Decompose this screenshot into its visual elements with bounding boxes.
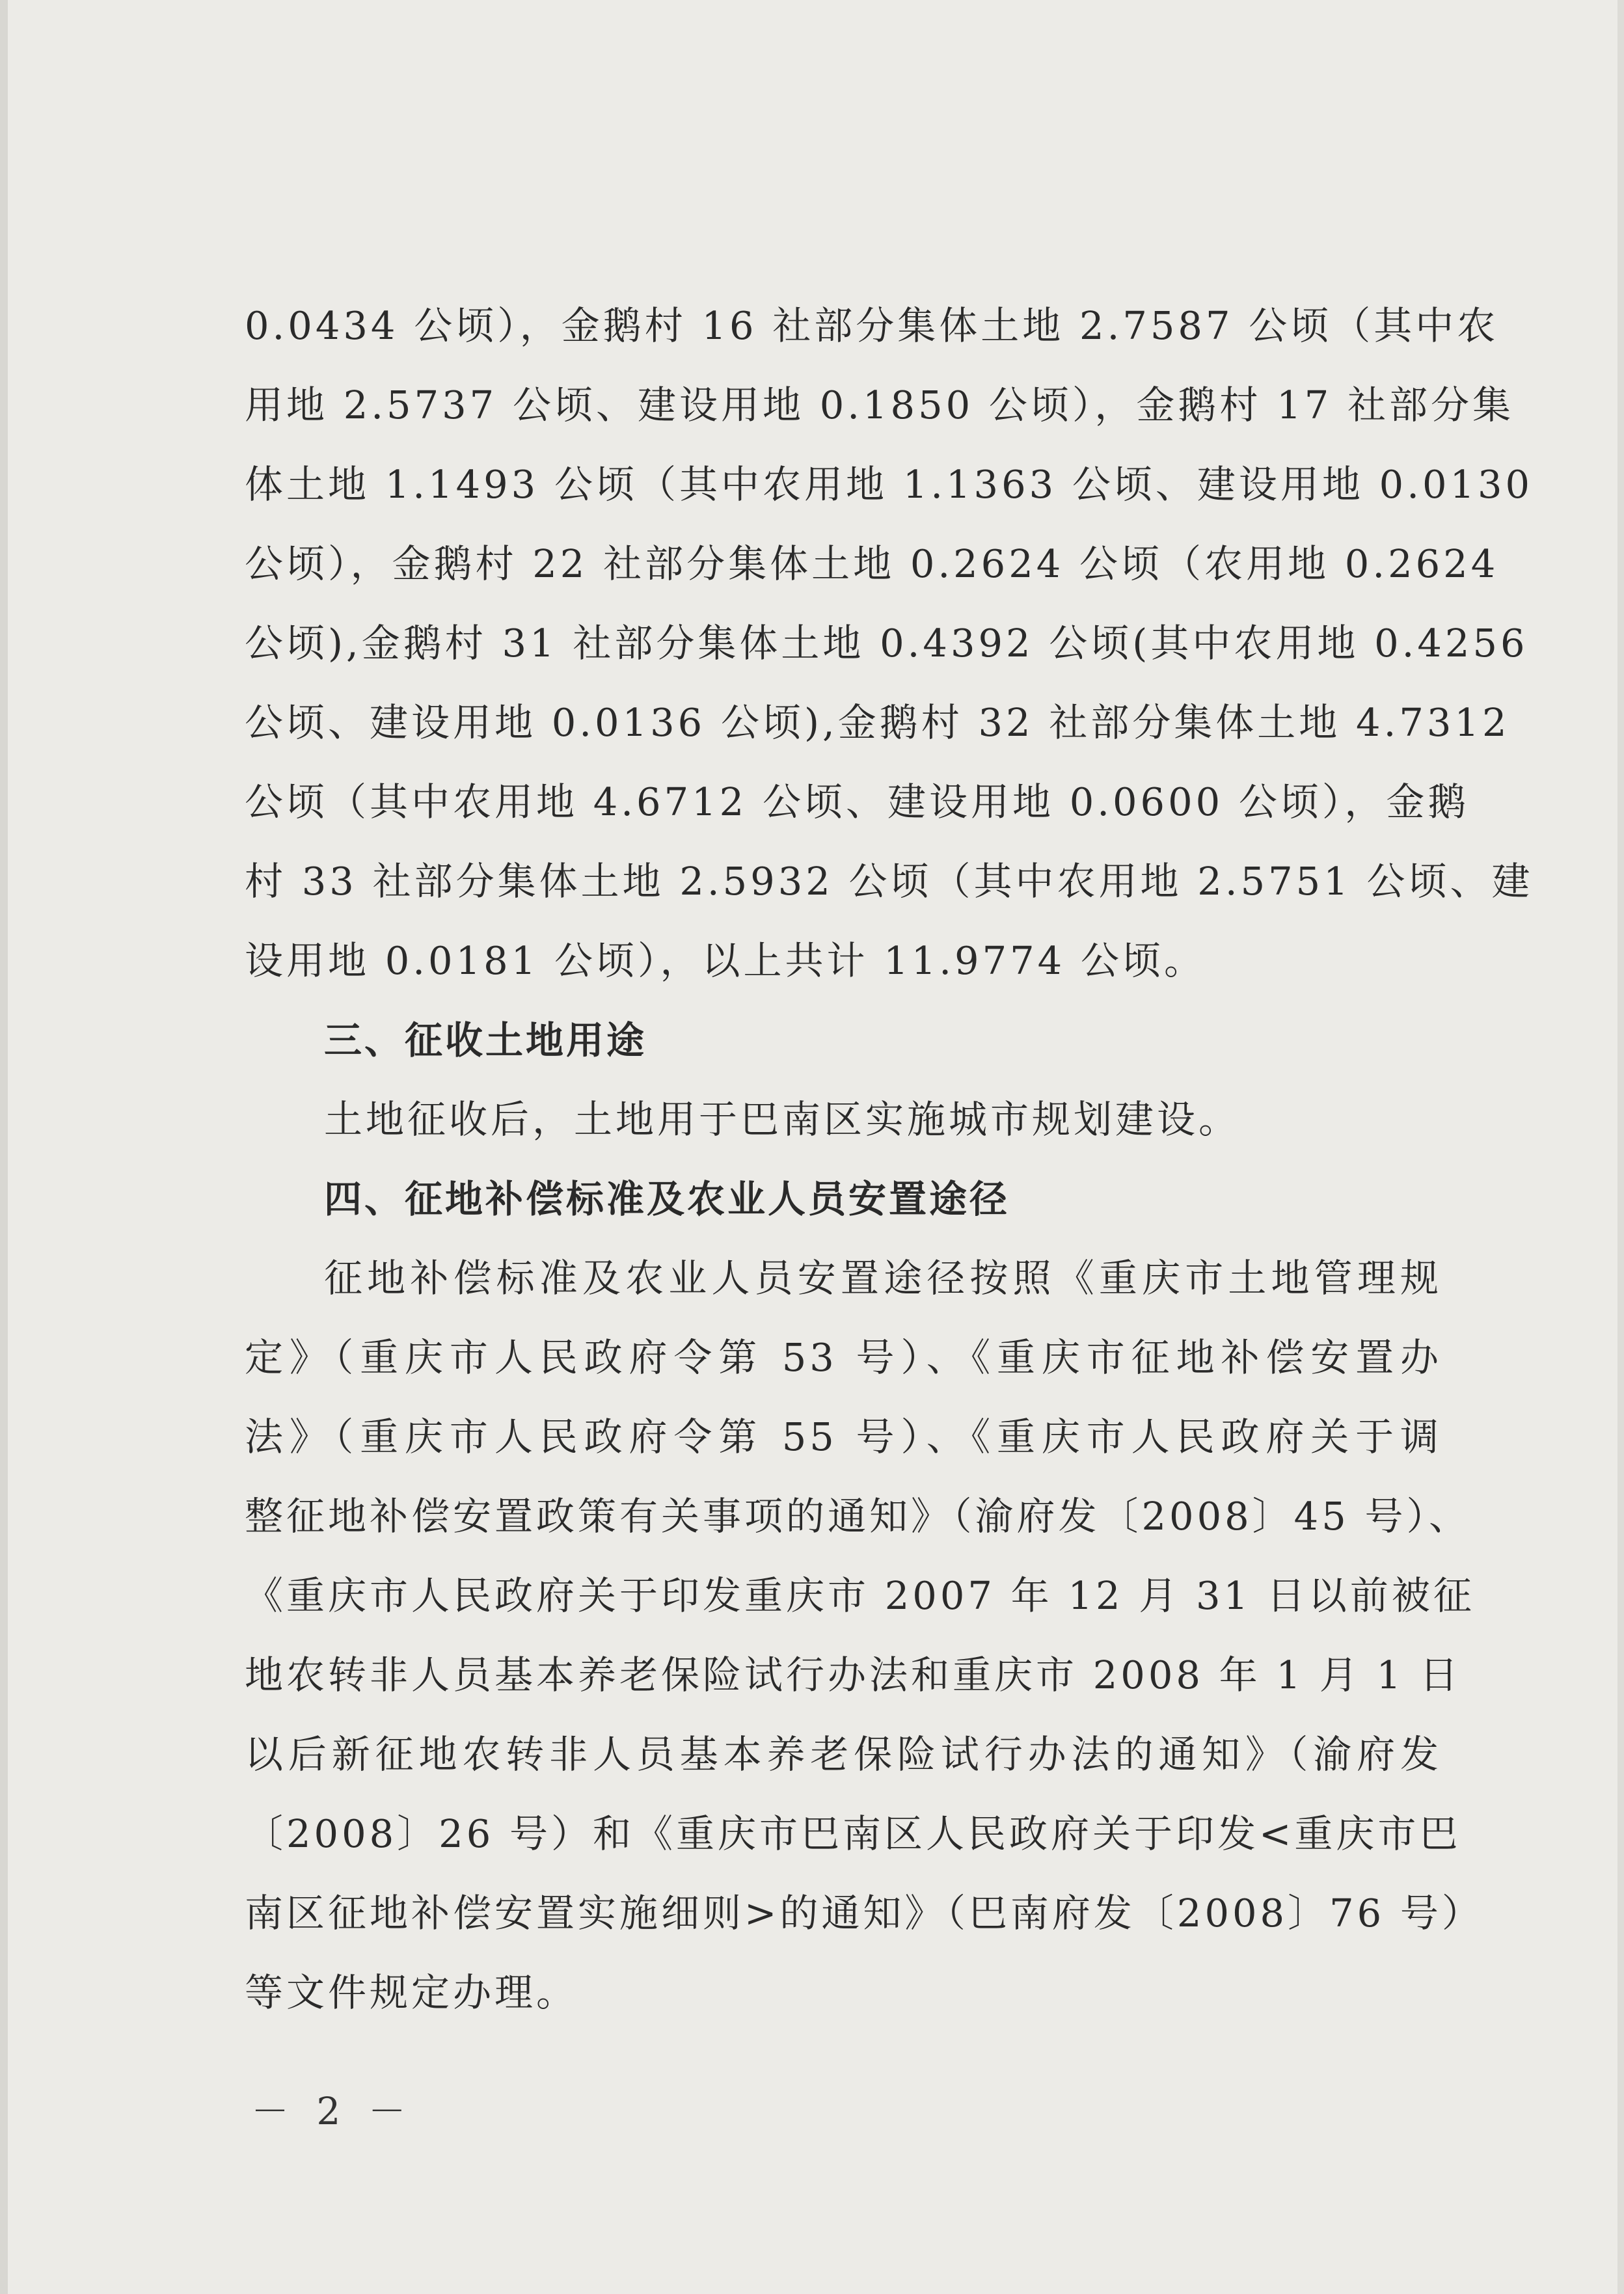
text-line: 用地 2.5737 公顷、建设用地 0.1850 公顷），金鹅村 17 社部分集 (245, 383, 1514, 427)
scan-right-edge (1617, 0, 1624, 2294)
text-line: 南区征地补偿安置实施细则>的通知》（巴南府发〔2008〕76 号） (245, 1891, 1483, 1936)
text-line: 法》（重庆市人民政府令第 55 号）、《重庆市人民政府关于调 (245, 1414, 1442, 1459)
text-line: 等文件规定办理。 (245, 1970, 578, 2015)
text-line: 公顷、建设用地 0.0136 公顷),金鹅村 32 社部分集体土地 4.7312 (245, 700, 1510, 745)
page-number: － 2 － (251, 2089, 414, 2133)
paragraph-land-details (245, 286, 1534, 1001)
text-line: 公顷），金鹅村 22 社部分集体土地 0.2624 公顷（农用地 0.2624 (245, 541, 1499, 586)
document-body (245, 286, 1534, 2032)
section-3-heading: 三、征收土地用途 (324, 1018, 647, 1062)
section-4-heading: 四、征地补偿标准及农业人员安置途径 (324, 1177, 1010, 1221)
text-line: 以后新征地农转非人员基本养老保险试行办法的通知》（渝府发 (245, 1732, 1442, 1777)
text-line: 公顷),金鹅村 31 社部分集体土地 0.4392 公顷(其中农用地 0.4256 (245, 621, 1528, 666)
text-line: 村 33 社部分集体土地 2.5932 公顷（其中农用地 2.5751 公顷、建 (245, 859, 1534, 904)
section-3-body: 土地征收后，土地用于巴南区实施城市规划建设。 (324, 1097, 1241, 1142)
text-line: 0.0434 公顷），金鹅村 16 社部分集体土地 2.7587 公顷（其中农 (245, 303, 1499, 348)
section-4-body (245, 1239, 1483, 2032)
text-line: 〔2008〕26 号）和《重庆市巴南区人民政府关于印发<重庆市巴 (245, 1811, 1461, 1856)
text-line: 定》（重庆市人民政府令第 53 号）、《重庆市征地补偿安置办 (245, 1335, 1442, 1380)
text-line: 地农转非人员基本养老保险试行办法和重庆市 2008 年 1 月 1 日 (245, 1653, 1461, 1697)
text-line: 整征地补偿安置政策有关事项的通知》（渝府发〔2008〕45 号）、 (245, 1494, 1470, 1539)
scan-left-edge (0, 0, 8, 2294)
text-line: 公顷（其中农用地 4.6712 公顷、建设用地 0.0600 公顷），金鹅 (245, 779, 1470, 824)
text-line: 设用地 0.0181 公顷），以上共计 11.9774 公顷。 (245, 938, 1206, 983)
text-line: 《重庆市人民政府关于印发重庆市 2007 年 12 月 31 日以前被征 (245, 1573, 1475, 1618)
text-line: 体土地 1.1493 公顷（其中农用地 1.1363 公顷、建设用地 0.0130 (245, 462, 1534, 507)
text-line: 征地补偿标准及农业人员安置途径按照《重庆市土地管理规 (324, 1256, 1442, 1301)
